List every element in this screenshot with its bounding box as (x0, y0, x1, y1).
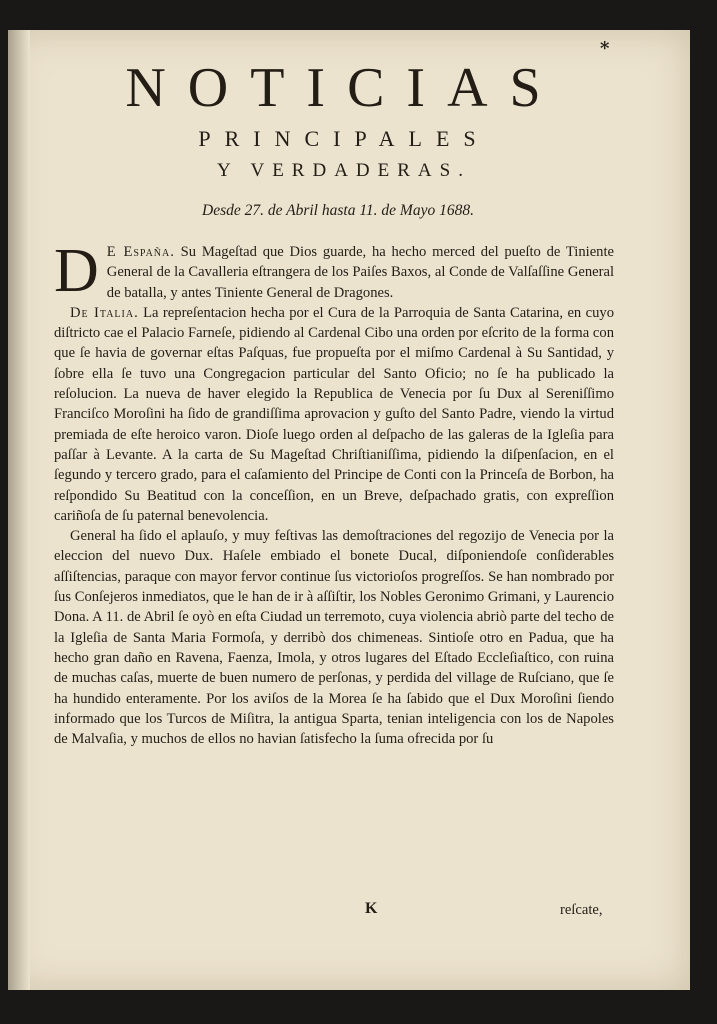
masthead-title: NOTICIAS (125, 57, 563, 119)
catchword: reſcate, (560, 902, 603, 918)
paragraph-text-espana: Su Mageſtad que Dios guarde, ha hecho merced del pueſto de Tiniente General de la Cavalleria eſtrangera de los Paiſes Baxos, al Conde de Valſaſſine General de batalla, y antes Tiniente General de Dragones. (106, 244, 614, 301)
signature-mark: K (365, 900, 378, 917)
paragraph-text-italia: La repreſentacion hecha por el Cura de la Parroquia de Santa Catarina, en cuyo diſtricto cae el Palacio Farneſe, pidiendo al Cardenal Cibo una orden por eſcrito de la forma con que ſe havia de governar eſtas Paſquas, fue propueſta por el miſmo Cardenal à Su Santidad, y ſobre ella ſe tuvo una Congregacion particular del Santo Oficio; no ſe ha publicado la reſolucion. La nueva de haver elegido la Republica de Venecia por ſu Dux al Sereniſſimo Franciſco Moroſini ha ſido de grandiſſima aprovacion y guſto del Santo Padre, viendo la virtud premiada de eſte heroico varon. Dioſe luego orden al deſpacho de las galeras de la Igleſia para paſſar à Levante. A la carta de Su Mageſtad Chriſtianiſſima, pidiendo la diſpenſacion, en el ſegundo y tercero grado, para el caſamiento del Principe de Conti con la Princeſa de Borbon, ha reſpondido Su Beatitud con la conceſſion, en un Breve, deſpachado gratis, con expreſſion cariñoſa de ſu paternal benevolencia. (54, 304, 614, 524)
masthead-subtitle-2: Y VERDADERAS. (217, 160, 471, 181)
paragraph-italia (54, 303, 614, 526)
masthead-subtitle-1: PRINCIPALES (198, 126, 490, 151)
corner-mark: * (600, 38, 610, 59)
newspaper-page (8, 30, 690, 990)
section-heading-espana: E España. (106, 244, 175, 260)
paragraph-espana (54, 237, 614, 305)
drop-cap: D (54, 237, 99, 305)
paragraph-venecia (54, 526, 614, 749)
paragraph-text-venecia: General ha ſido el aplauſo, y muy feſtivas las demoſtraciones del regozijo de Venecia por la eleccion del nuevo Dux. Haſele embiado el bonete Ducal, diſponiendoſe conſiderables aſſiſtencias, paraque con mayor fervor continue ſus victorioſos progreſſos. Se han nombrado por ſus Conſejeros inmediatos, que le han de ir à aſſiſtir, los Nobles Geronimo Grimani, y Laurencio Dona. A 11. de Abril ſe oyò en eſta Ciudad un terremoto, cuya violencia abriò parte del techo de la Igleſia de Santa Maria Formoſa, y derribò dos chimeneas. Sintioſe otro en Padua, que ha hecho gran daño en Ravena, Faenza, Imola, y otros lugares del Eſtado Eccleſiaſtico, con ruina de muchas caſas, muerte de buen numero de perſonas, y perdida del village de Ruſciano, que ſe ha hundido enteramente. Por los aviſos de la Morea ſe ha ſabido que el Dux Moroſini ſiendo informado que los Turcos de Miſitra, la antigua Sparta, tenian inteligencia con los de Napoles de Malvaſia, y muchos de ellos no havian ſatisfecho la ſuma ofrecida por ſu (54, 528, 614, 748)
section-heading-italia: De Italia. (70, 304, 139, 321)
page-binding-shadow (8, 30, 30, 990)
dateline: Desde 27. de Abril hasta 11. de Mayo 1688. (202, 202, 474, 219)
article-body (54, 237, 614, 749)
